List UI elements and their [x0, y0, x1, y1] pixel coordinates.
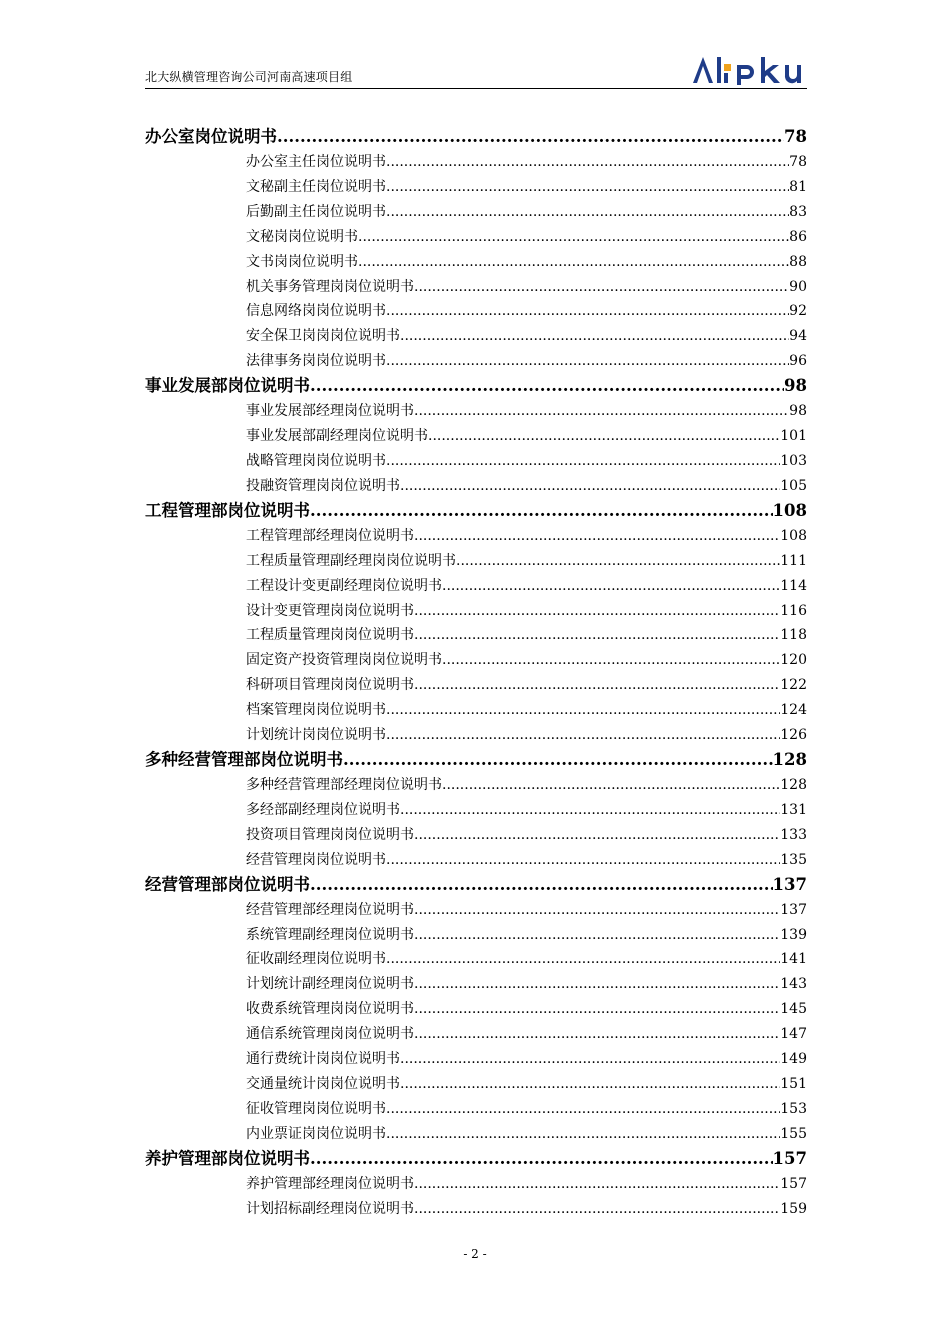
toc-entry-page: 151	[780, 1076, 807, 1093]
toc-entry-title: 工程管理部经理岗位说明书	[246, 527, 414, 544]
toc-entry-page: 133	[780, 826, 807, 843]
toc-dot-leader	[343, 748, 773, 773]
page-header	[145, 52, 807, 89]
toc-entry-title: 内业票证岗岗位说明书	[246, 1125, 386, 1142]
toc-entry-title: 安全保卫岗岗岗位说明书	[246, 328, 400, 345]
toc-entry-title: 投融资管理岗岗位说明书	[246, 477, 400, 494]
toc-dot-leader	[400, 1047, 780, 1072]
toc-entry-page: 98	[784, 376, 807, 396]
toc-dot-leader	[386, 150, 789, 175]
toc-dot-leader	[414, 823, 780, 848]
toc-entry-title: 后勤副主任岗位说明书	[246, 203, 386, 220]
toc-entry-page: 78	[789, 153, 807, 170]
toc-dot-leader	[414, 673, 780, 698]
toc-entry-title: 经营管理部经理岗位说明书	[246, 901, 414, 918]
table-of-contents	[145, 125, 807, 1222]
toc-entry-page: 83	[789, 203, 807, 220]
toc-dot-leader	[358, 250, 789, 275]
toc-entry-title: 多种经营管理部岗位说明书	[145, 750, 343, 770]
toc-entry-title: 多种经营管理部经理岗位说明书	[246, 776, 442, 793]
toc-dot-leader	[277, 125, 784, 150]
toc-dot-leader	[386, 299, 789, 324]
toc-subsection-entry[interactable]	[145, 349, 807, 374]
toc-entry-page: 157	[780, 1175, 807, 1192]
toc-section-entry[interactable]	[145, 1147, 807, 1172]
toc-entry-title: 经营管理部岗位说明书	[145, 874, 310, 894]
toc-subsection-entry[interactable]	[145, 399, 807, 424]
toc-entry-title: 机关事务管理岗岗位说明书	[246, 278, 414, 295]
toc-dot-leader	[414, 275, 789, 300]
toc-subsection-entry[interactable]	[145, 474, 807, 499]
toc-dot-leader	[386, 723, 780, 748]
toc-dot-leader	[414, 1172, 780, 1197]
toc-subsection-entry[interactable]	[145, 175, 807, 200]
toc-subsection-entry[interactable]	[145, 150, 807, 175]
toc-entry-page: 153	[780, 1100, 807, 1117]
toc-entry-title: 经营管理岗岗位说明书	[246, 851, 386, 868]
toc-entry-title: 科研项目管理岗岗位说明书	[246, 677, 414, 694]
toc-entry-page: 147	[780, 1026, 807, 1043]
toc-subsection-entry[interactable]	[145, 773, 807, 798]
toc-subsection-entry[interactable]	[145, 225, 807, 250]
toc-entry-title: 信息网络岗岗位说明书	[246, 303, 386, 320]
toc-dot-leader	[414, 599, 780, 624]
toc-entry-page: 78	[784, 127, 807, 146]
toc-entry-title: 文书岗岗位说明书	[246, 253, 358, 270]
toc-dot-leader	[386, 1097, 780, 1122]
toc-dot-leader	[386, 349, 789, 374]
toc-subsection-entry[interactable]	[145, 1022, 807, 1047]
toc-entry-page: 90	[789, 278, 807, 295]
toc-entry-page: 131	[780, 801, 807, 818]
toc-dot-leader	[414, 1197, 780, 1222]
toc-dot-leader	[386, 698, 780, 723]
toc-entry-title: 战略管理岗岗位说明书	[246, 452, 386, 469]
toc-subsection-entry[interactable]	[145, 1197, 807, 1222]
toc-entry-title: 收费系统管理岗岗位说明书	[246, 1001, 414, 1018]
toc-entry-title: 计划统计岗岗位说明书	[246, 727, 386, 744]
toc-dot-leader	[414, 898, 780, 923]
toc-entry-title: 系统管理副经理岗位说明书	[246, 926, 414, 943]
toc-subsection-entry[interactable]	[145, 723, 807, 748]
toc-subsection-entry[interactable]	[145, 1122, 807, 1147]
toc-section-entry[interactable]	[145, 125, 807, 150]
toc-entry-title: 养护管理部岗位说明书	[145, 1148, 310, 1168]
toc-dot-leader	[442, 574, 780, 599]
toc-dot-leader	[400, 798, 780, 823]
toc-dot-leader	[414, 623, 780, 648]
toc-entry-page: 141	[780, 951, 807, 968]
toc-subsection-entry[interactable]	[145, 574, 807, 599]
toc-subsection-entry[interactable]	[145, 599, 807, 624]
toc-dot-leader	[310, 499, 773, 524]
toc-dot-leader	[400, 324, 789, 349]
toc-subsection-entry[interactable]	[145, 923, 807, 948]
toc-entry-title: 计划统计副经理岗位说明书	[246, 976, 414, 993]
toc-section-entry[interactable]	[145, 748, 807, 773]
toc-entry-page: 98	[789, 403, 807, 420]
toc-entry-title: 文秘副主任岗位说明书	[246, 178, 386, 195]
toc-subsection-entry[interactable]	[145, 200, 807, 225]
toc-entry-page: 96	[789, 353, 807, 370]
toc-dot-leader	[400, 1072, 780, 1097]
toc-entry-title: 多经部副经理岗位说明书	[246, 801, 400, 818]
toc-entry-page: 81	[789, 178, 807, 195]
toc-entry-page: 101	[780, 428, 807, 445]
toc-entry-page: 116	[780, 602, 807, 619]
toc-entry-title: 法律事务岗岗位说明书	[246, 353, 386, 370]
toc-entry-title: 事业发展部经理岗位说明书	[246, 403, 414, 420]
toc-dot-leader	[310, 1147, 773, 1172]
toc-section-entry[interactable]	[145, 374, 807, 399]
toc-entry-page: 111	[780, 552, 807, 569]
toc-entry-title: 计划招标副经理岗位说明书	[246, 1200, 414, 1217]
toc-entry-title: 通行费统计岗岗位说明书	[246, 1051, 400, 1068]
toc-entry-title: 档案管理岗岗位说明书	[246, 702, 386, 719]
toc-subsection-entry[interactable]	[145, 848, 807, 873]
toc-entry-title: 通信系统管理岗岗位说明书	[246, 1026, 414, 1043]
toc-dot-leader	[310, 374, 784, 399]
toc-subsection-entry[interactable]	[145, 623, 807, 648]
toc-entry-page: 122	[780, 677, 807, 694]
toc-dot-leader	[428, 424, 780, 449]
toc-subsection-entry[interactable]	[145, 1072, 807, 1097]
toc-entry-page: 103	[780, 452, 807, 469]
toc-dot-leader	[386, 848, 780, 873]
toc-entry-page: 139	[780, 926, 807, 943]
allpku-logo	[691, 55, 807, 85]
toc-entry-page: 124	[780, 702, 807, 719]
toc-dot-leader	[414, 524, 780, 549]
toc-entry-page: 128	[772, 750, 807, 770]
toc-subsection-entry[interactable]	[145, 648, 807, 673]
toc-section-entry[interactable]	[145, 499, 807, 524]
toc-subsection-entry[interactable]	[145, 250, 807, 275]
toc-entry-page: 137	[772, 874, 807, 894]
toc-dot-leader	[386, 1122, 780, 1147]
toc-dot-leader	[414, 997, 780, 1022]
toc-dot-leader	[442, 648, 780, 673]
toc-entry-title: 设计变更管理岗岗位说明书	[246, 602, 414, 619]
toc-subsection-entry[interactable]	[145, 524, 807, 549]
toc-subsection-entry[interactable]	[145, 997, 807, 1022]
toc-subsection-entry[interactable]	[145, 324, 807, 349]
toc-subsection-entry[interactable]	[145, 1172, 807, 1197]
toc-entry-title: 事业发展部副经理岗位说明书	[246, 428, 428, 445]
toc-entry-page: 108	[780, 527, 807, 544]
toc-entry-title: 交通量统计岗岗位说明书	[246, 1076, 400, 1093]
header-org-text: 北大纵横管理咨询公司河南高速项目组	[145, 70, 353, 84]
toc-entry-title: 工程质量管理副经理岗岗位说明书	[246, 552, 456, 569]
toc-entry-title: 办公室岗位说明书	[145, 127, 277, 146]
toc-entry-page: 105	[780, 477, 807, 494]
toc-entry-page: 135	[780, 851, 807, 868]
toc-entry-title: 投资项目管理岗岗位说明书	[246, 826, 414, 843]
toc-subsection-entry[interactable]	[145, 698, 807, 723]
toc-dot-leader	[414, 1022, 780, 1047]
toc-dot-leader	[386, 200, 789, 225]
toc-entry-page: 88	[789, 253, 807, 270]
toc-dot-leader	[414, 923, 780, 948]
toc-entry-page: 120	[780, 652, 807, 669]
toc-entry-page: 159	[780, 1200, 807, 1217]
toc-dot-leader	[414, 972, 780, 997]
toc-subsection-entry[interactable]	[145, 673, 807, 698]
toc-subsection-entry[interactable]	[145, 898, 807, 923]
toc-entry-page: 155	[780, 1125, 807, 1142]
toc-entry-page: 86	[789, 228, 807, 245]
toc-dot-leader	[310, 873, 773, 898]
toc-entry-title: 养护管理部经理岗位说明书	[246, 1175, 414, 1192]
toc-subsection-entry[interactable]	[145, 1047, 807, 1072]
toc-subsection-entry[interactable]	[145, 947, 807, 972]
toc-entry-title: 办公室主任岗位说明书	[246, 153, 386, 170]
toc-section-entry[interactable]	[145, 873, 807, 898]
toc-entry-page: 108	[772, 500, 807, 520]
toc-subsection-entry[interactable]	[145, 823, 807, 848]
toc-entry-page: 118	[780, 627, 807, 644]
toc-entry-title: 工程管理部岗位说明书	[145, 500, 310, 520]
toc-dot-leader	[414, 399, 789, 424]
toc-entry-title: 固定资产投资管理岗岗位说明书	[246, 652, 442, 669]
toc-entry-title: 工程质量管理岗岗位说明书	[246, 627, 414, 644]
toc-entry-page: 143	[780, 976, 807, 993]
toc-entry-page: 128	[780, 776, 807, 793]
toc-entry-title: 征收管理岗岗位说明书	[246, 1100, 386, 1117]
toc-entry-title: 征收副经理岗位说明书	[246, 951, 386, 968]
toc-dot-leader	[386, 947, 780, 972]
toc-entry-page: 92	[789, 303, 807, 320]
toc-entry-page: 145	[780, 1001, 807, 1018]
toc-entry-page: 126	[780, 727, 807, 744]
toc-entry-page: 94	[789, 328, 807, 345]
toc-entry-page: 137	[780, 901, 807, 918]
toc-entry-title: 事业发展部岗位说明书	[145, 376, 310, 396]
toc-subsection-entry[interactable]	[145, 299, 807, 324]
toc-subsection-entry[interactable]	[145, 275, 807, 300]
toc-entry-title: 文秘岗岗位说明书	[246, 228, 358, 245]
toc-dot-leader	[358, 225, 789, 250]
toc-dot-leader	[456, 549, 780, 574]
toc-subsection-entry[interactable]	[145, 424, 807, 449]
toc-entry-page: 157	[772, 1148, 807, 1168]
toc-dot-leader	[386, 449, 780, 474]
toc-subsection-entry[interactable]	[145, 449, 807, 474]
toc-dot-leader	[386, 175, 789, 200]
toc-subsection-entry[interactable]	[145, 549, 807, 574]
toc-dot-leader	[442, 773, 780, 798]
toc-subsection-entry[interactable]	[145, 798, 807, 823]
toc-dot-leader	[400, 474, 780, 499]
toc-subsection-entry[interactable]	[145, 1097, 807, 1122]
toc-entry-title: 工程设计变更副经理岗位说明书	[246, 577, 442, 594]
toc-entry-page: 114	[780, 577, 807, 594]
toc-entry-page: 149	[780, 1051, 807, 1068]
toc-subsection-entry[interactable]	[145, 972, 807, 997]
page-number: - 2 -	[463, 1247, 487, 1261]
